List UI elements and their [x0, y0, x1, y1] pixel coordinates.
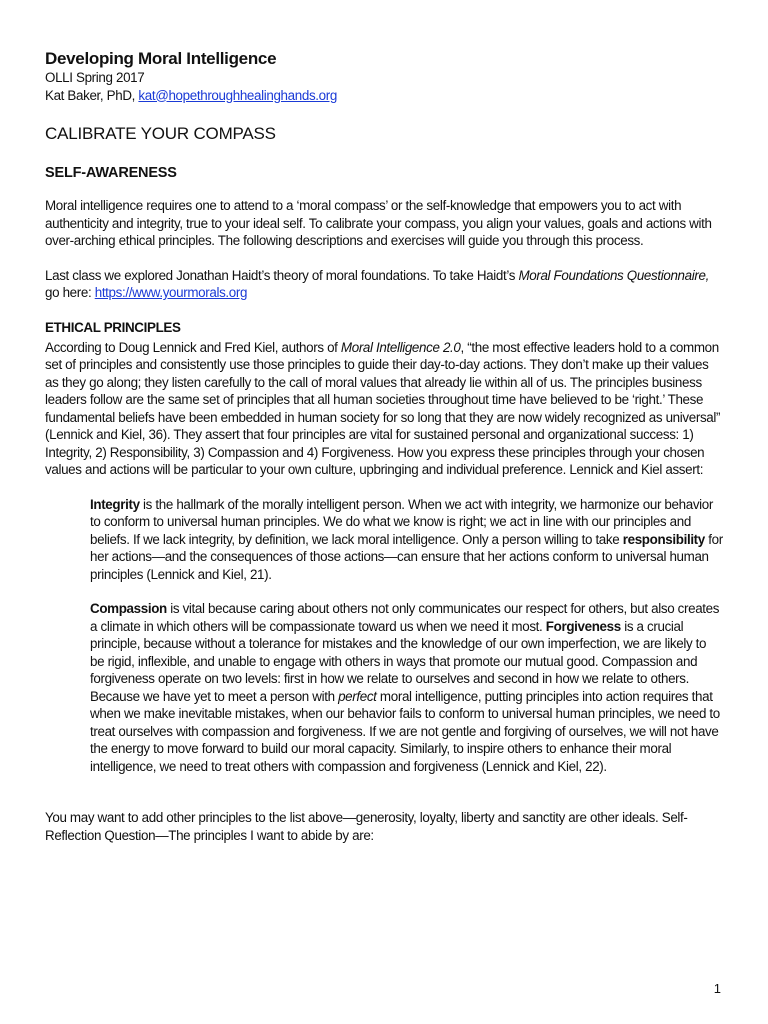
author-line [45, 87, 723, 105]
author-email-link[interactable]: kat@hopethroughhealinghands.org [138, 87, 337, 103]
ethical-text-2: , “the most effective leaders hold to a common set of principles and consistently use those principles to guide their day-to-day actions. They don’t make up their values as they go along; they listen carefully to the call of moral values that already lie within all of us. The principles business leaders follow are the same set of principles that all human societies throughout time have believed to be ‘right.’ These fundamental beliefs have been embedded in human society for so long that they are now widely recognized as universal” (Lennick and Kiel, 36). They assert that four principles are vital for sustained personal and organizational success: 1) Integrity, 2) Responsibility, 3) Compassion and 4) Forgiveness. How you express these principles through your chosen values and actions will be particular to your own culture, upbringing and individual preference. Lennick and Kiel assert: [45, 339, 721, 477]
closing-paragraph: You may want to add other principles to the list above—generosity, loyalty, liberty and sanctity are other ideals. Self-Reflection Question—The principles I want to abide by are: [45, 810, 688, 843]
ethical-paragraph [45, 339, 723, 479]
haidt-paragraph [45, 267, 723, 302]
haidt-text-2: go here: [45, 285, 95, 300]
book-title: Moral Intelligence 2.0 [340, 339, 461, 355]
integrity-quote [90, 496, 723, 584]
document-title: Developing Moral Intelligence [45, 49, 277, 68]
course-name: OLLI Spring 2017 [45, 70, 145, 85]
compassion-text-2: is a crucial principle, because without a tolerance for mistakes and the knowledge of our own imperfection, we are likely to be rigid, inflexible, and unable to engage with others in ways that promote our mutual good. Compassion and forgiveness operate on two levels: first in how we relate to ourselves and second in how we relate to others. Because we have yet to meet a person with [90, 618, 707, 704]
responsibility-term: responsibility [622, 531, 705, 547]
page-number: 1 [713, 981, 721, 996]
intro-paragraph: Moral intelligence requires one to attend to a ‘moral compass’ or the self-knowledge that empowers you to act with authenticity and integrity, true to your ideal self. To calibrate your compass, you align your values, goals and actions with over-arching ethical principles. The following descriptions and exercises will guide you through this process. [45, 198, 712, 248]
compassion-text-1: is vital because caring about others not only communicates our respect for others, but also creates a climate in which others will be compassionate toward us when we need it most. [90, 601, 720, 634]
section-title: CALIBRATE YOUR COMPASS [45, 124, 276, 143]
integrity-text-1: is the hallmark of the morally intelligent person. When we act with integrity, we harmonize our behavior to conform to universal human principles. We do what we know is right; we act in line with our principles and beliefs. If we lack integrity, by definition, we lack moral intelligence. Only a person willing to take [90, 496, 713, 547]
document-body [45, 49, 723, 844]
integrity-text-2: for her actions—and the consequences of those actions—can ensure that her actions conform to universal human principles (Lennick and Kiel, 21). [90, 531, 723, 582]
questionnaire-title: Moral Foundations Questionnaire, [518, 267, 709, 283]
subsection-title: SELF-AWARENESS [45, 165, 177, 181]
compassion-quote [90, 600, 723, 775]
forgiveness-term: Forgiveness [545, 618, 621, 634]
author-name: Kat Baker, PhD, [45, 87, 139, 103]
yourmorals-link[interactable]: https://www.yourmorals.org [94, 285, 248, 300]
haidt-text-1: Last class we explored Jonathan Haidt’s theory of moral foundations. To take Haidt’s [45, 267, 519, 283]
integrity-term: Integrity [90, 496, 140, 512]
ethical-text-1: According to Doug Lennick and Fred Kiel, authors of [45, 339, 341, 355]
compassion-text-3: moral intelligence, putting principles into action requires that when we make inevitable mistakes, when our behavior fails to conform to universal human principles, we need to treat ourselves with compassion and forgiveness. If we are not gentle and forgiving of ourselves, we will not have the energy to move forward to build our moral capacity. Similarly, to inspire others to enhance their moral intelligence, we need to treat others with compassion and forgiveness (Lennick and Kiel, 22). [90, 688, 720, 774]
ethical-principles-heading: ETHICAL PRINCIPLES [45, 319, 181, 335]
perfect-emphasis: perfect [338, 688, 377, 704]
compassion-term: Compassion [90, 601, 167, 616]
